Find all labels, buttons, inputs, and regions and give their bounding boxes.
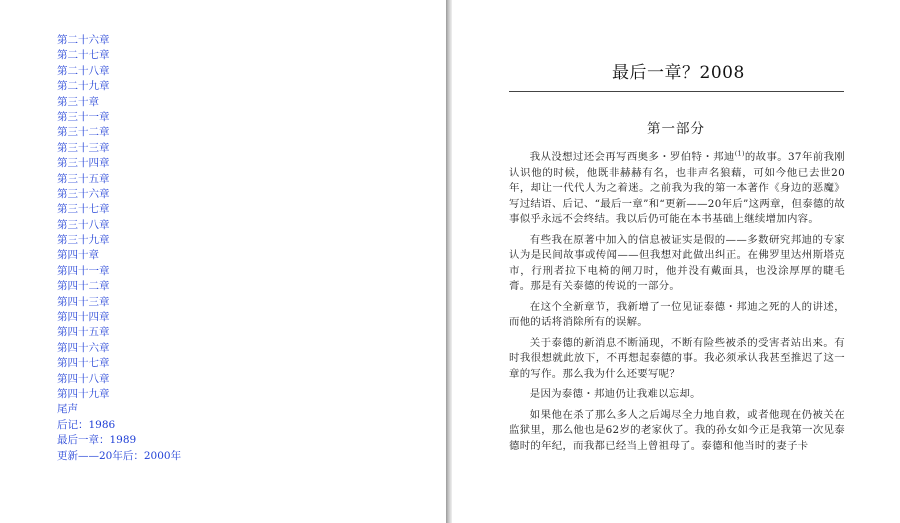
toc-link[interactable]: 第三十一章 [57,110,110,123]
toc-item[interactable] [57,45,181,60]
toc-link[interactable]: 第三十二章 [57,126,110,139]
toc-item[interactable] [57,153,181,168]
toc-link[interactable]: 第四十七章 [57,357,110,370]
toc-item[interactable] [57,122,181,137]
toc-link[interactable]: 第四十一章 [57,264,110,277]
toc-link[interactable]: 第四十二章 [57,280,110,293]
toc-item[interactable] [57,61,181,76]
paragraph: 在这个全新章节，我新增了一位见证泰德・邦迪之死的人的讲述，而他的话将消除所有的误解。 [509,300,845,328]
toc-item[interactable] [57,92,181,107]
toc-link[interactable]: 第二十七章 [57,49,110,62]
chapter-body [509,150,845,459]
toc-item[interactable] [57,369,181,384]
toc-item[interactable] [57,415,181,430]
toc-link[interactable]: 第四十八章 [57,372,110,385]
toc-item[interactable] [57,292,181,307]
toc-link[interactable]: 第四十六章 [57,341,110,354]
paragraph-text: 的故事。37年前我刚认识他的时候，他既非赫赫有名，也非声名狼藉，可如今他已去世20年，却让一代代人为之着迷。之前我为我的第一本著作《身边的恶魔》写过结语、后记、“最后一章”和“更新——20年后”这两章，但泰德的故事似乎永远不会终结。我以后仍可能在本书基础上继续增加内容。 [509,151,845,225]
toc-link[interactable]: 第三十三章 [57,141,110,154]
toc-link[interactable]: 第四十三章 [57,295,110,308]
toc-link[interactable]: 第四十四章 [57,311,110,324]
toc-item[interactable] [57,107,181,122]
toc-item[interactable] [57,276,181,291]
table-of-contents [57,30,181,461]
footnote-marker[interactable]: (1) [734,149,745,158]
toc-item[interactable] [57,430,181,445]
paragraph-text: 我从没想过还会再写西奥多・罗伯特・邦迪 [529,151,735,163]
right-page [452,0,900,523]
toc-link[interactable]: 第三十八章 [57,218,110,231]
toc-link[interactable]: 第三十七章 [57,203,110,216]
toc-link[interactable]: 更新——20年后：2000年 [57,449,182,462]
section-title: 第一部分 [647,121,705,137]
paragraph [509,150,845,228]
toc-link[interactable]: 第三十九章 [57,234,110,247]
toc-link[interactable]: 第四十五章 [57,326,110,339]
toc-link[interactable]: 后记：1986 [57,418,116,431]
toc-link[interactable]: 最后一章：1989 [57,434,137,447]
toc-item[interactable] [57,199,181,214]
toc-link[interactable]: 第四十九章 [57,387,110,400]
toc-item[interactable] [57,76,181,91]
chapter-title: 最后一章？2008 [612,63,745,83]
paragraph: 是因为泰德・邦迪仍让我难以忘却。 [529,388,701,400]
toc-link[interactable]: 第二十六章 [57,34,110,46]
toc-link[interactable]: 第三十四章 [57,157,110,170]
toc-link[interactable]: 第四十章 [57,249,99,262]
toc-item[interactable] [57,169,181,184]
toc-link[interactable]: 第三十六章 [57,187,110,200]
title-divider [509,91,844,92]
toc-item[interactable] [57,446,181,461]
paragraph: 关于泰德的新消息不断涌现，不断有险些被杀的受害者站出来。有时我很想就此放下，不再想起泰德的事。我必须承认我甚至推迟了这一章的写作。那么我为什么还要写呢？ [509,336,845,380]
toc-item[interactable] [57,215,181,230]
toc-link[interactable]: 第二十八章 [57,64,110,77]
toc-link[interactable]: 尾声 [57,403,78,416]
toc-item[interactable] [57,322,181,337]
toc-item[interactable] [57,261,181,276]
toc-item[interactable] [57,399,181,414]
toc-item[interactable] [57,30,181,45]
paragraph: 如果他在杀了那么多人之后竭尽全力地自救，或者他现在仍被关在监狱里，那么他也是62岁的老家伙了。我的孙女如今正是我第一次见泰德时的年纪，而我都已经当上曾祖母了。泰德和他当时的妻子卡 [509,408,845,452]
toc-link[interactable]: 第二十九章 [57,80,110,93]
toc-item[interactable] [57,384,181,399]
toc-item[interactable] [57,245,181,260]
toc-item[interactable] [57,138,181,153]
left-page [0,0,446,523]
toc-item[interactable] [57,307,181,322]
toc-link[interactable]: 第三十五章 [57,172,110,185]
toc-item[interactable] [57,184,181,199]
toc-item[interactable] [57,353,181,368]
toc-item[interactable] [57,338,181,353]
toc-link[interactable]: 第三十章 [57,95,99,108]
toc-item[interactable] [57,230,181,245]
paragraph: 有些我在原著中加入的信息被证实是假的——多数研究邦迪的专家认为是民间故事或传闻——但我想对此做出纠正。在佛罗里达州斯塔克市，行刑者拉下电椅的闸刀时，他并没有戴面具，也没涂厚厚的睫毛膏。那是有关泰德的传说的一部分。 [509,233,845,292]
